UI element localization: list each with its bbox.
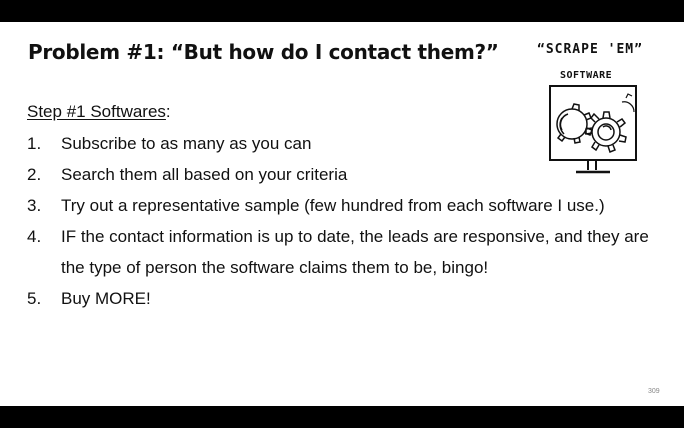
sketch-caption: “SCRAPE 'EM” [537,42,643,57]
list-item [27,221,652,283]
monitor-with-gears-icon [548,84,640,176]
step-number: 3. [27,196,42,215]
list-item [27,283,652,314]
page-number: 309 [648,388,660,395]
step-text: Subscribe to as many as you can [61,134,312,153]
step-number: 1. [27,134,42,153]
step-number: 5. [27,289,42,308]
section-heading-colon: : [165,102,171,121]
section-heading-text: Step #1 Softwares [27,102,166,121]
sketch-label: SOFTWARE [560,70,613,81]
section-heading [27,102,171,122]
step-text: Search them all based on your criteria [61,165,348,184]
list-item [27,190,652,221]
step-number: 2. [27,165,42,184]
step-number: 4. [27,227,42,246]
step-text: IF the contact information is up to date, the leads are responsive, and they are the type of person the software claims them to be, bingo! [61,227,649,277]
step-text: Try out a representative sample (few hundred from each software I use.) [61,196,605,215]
step-text: Buy MORE! [61,289,151,308]
slide [0,22,684,406]
slide-title: Problem #1: “But how do I contact them?” [28,40,499,64]
